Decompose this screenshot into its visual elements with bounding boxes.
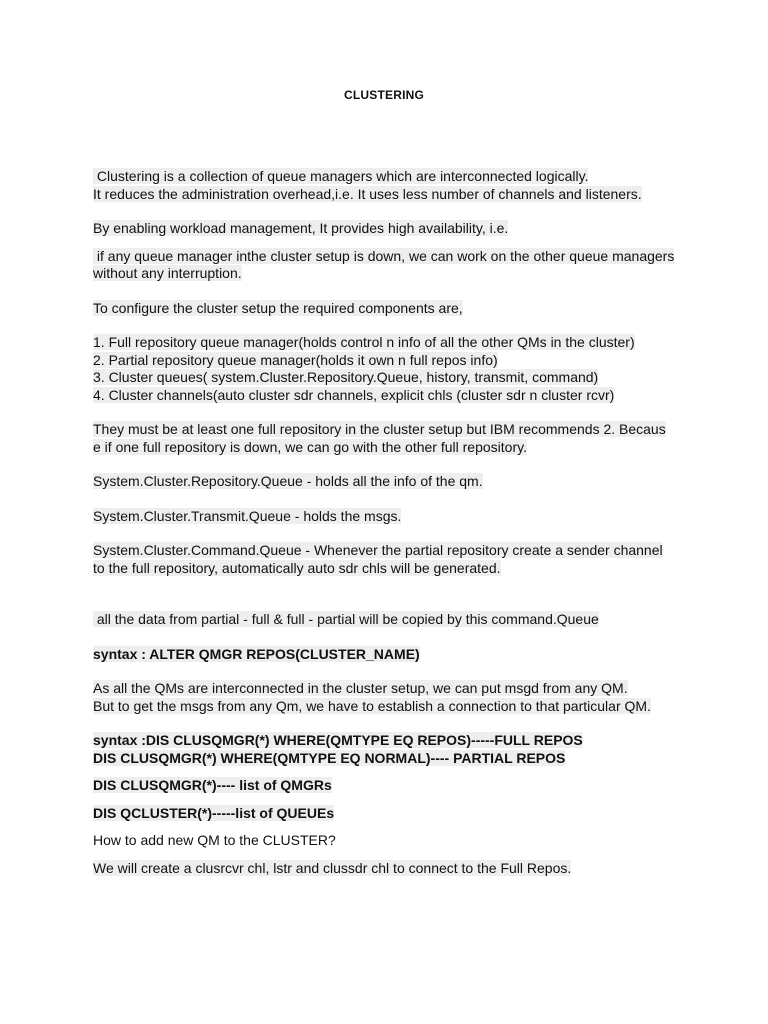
text-line: As all the QMs are interconnected in the cluster setup, we can put msgd from any QM. <box>93 680 628 696</box>
paragraph-command-queue <box>93 542 693 577</box>
text-line: We will create a clusrcvr chl, lstr and clussdr chl to connect to the Full Repos. <box>93 859 572 876</box>
paragraph-transmit-queue <box>93 508 693 526</box>
paragraph-add-qm-answer <box>93 860 693 878</box>
syntax-dis-clusqmgr <box>93 732 693 767</box>
text-line: System.Cluster.Transmit.Queue - holds the msgs. <box>93 507 402 524</box>
document-title: CLUSTERING <box>344 88 424 102</box>
text-line: How to add new QM to the CLUSTER? <box>93 832 336 848</box>
paragraph-data-copy <box>93 611 693 629</box>
text-line: By enabling workload management, It provides high availability, i.e. <box>93 220 509 236</box>
paragraph-full-repository <box>93 421 693 456</box>
text-line: System.Cluster.Command.Queue - Whenever the partial repository create a sender channel <box>93 542 663 558</box>
list-item: 1. Full repository queue manager(holds control n info of all the other QMs in the cluster) <box>93 334 635 350</box>
paragraph-availability <box>93 220 693 283</box>
text-line: It reduces the administration overhead,i.e. It uses less number of channels and listeners. <box>93 185 642 202</box>
text-line: Clustering is a collection of queue managers which are interconnected logically. <box>93 168 589 184</box>
text-line: But to get the msgs from any Qm, we have to establish a connection to that particular QM. <box>93 697 651 714</box>
syntax-list-qmgrs <box>93 777 693 795</box>
question-add-qm <box>93 832 693 850</box>
syntax-list-queues <box>93 805 693 823</box>
text-line: all the data from partial - full & full - partial will be copied by this command.Queue <box>93 611 599 627</box>
paragraph-definition <box>93 168 693 203</box>
paragraph-repository-queue <box>93 473 693 491</box>
text-line: DIS CLUSQMGR(*) WHERE(QMTYPE EQ NORMAL)---- PARTIAL REPOS <box>93 749 566 766</box>
list-item: 4. Cluster channels(auto cluster sdr channels, explicit chls (cluster sdr n cluster rcvr) <box>93 386 615 403</box>
text-line: without any interruption. <box>93 265 242 281</box>
syntax-alter-qmgr <box>93 646 693 664</box>
paragraph-put-get-msgs <box>93 680 693 715</box>
text-line: if any queue manager inthe cluster setup is down, we can work on the other queue managers <box>93 247 675 264</box>
components-list <box>93 334 693 404</box>
text-line: System.Cluster.Repository.Queue - holds all the info of the qm. <box>93 473 483 489</box>
text-line: to the full repository, automatically auto sdr chls will be generated. <box>93 559 501 576</box>
list-item: 3. Cluster queues( system.Cluster.Repository.Queue, history, transmit, command) <box>93 369 599 385</box>
document-body <box>93 168 693 877</box>
text-line: DIS CLUSQMGR(*)---- list of QMGRs <box>93 777 332 793</box>
text-line: DIS QCLUSTER(*)-----list of QUEUEs <box>93 804 335 821</box>
text-line: e if one full repository is down, we can go with the other full repository. <box>93 438 527 455</box>
list-item: 2. Partial repository queue manager(holds it own n full repos info) <box>93 351 498 368</box>
text-line: They must be at least one full repository in the cluster setup but IBM recommends 2. Becaus <box>93 421 666 437</box>
text-line: syntax :DIS CLUSQMGR(*) WHERE(QMTYPE EQ REPOS)-----FULL REPOS <box>93 732 583 748</box>
text-line: syntax : ALTER QMGR REPOS(CLUSTER_NAME) <box>93 645 420 662</box>
paragraph-components-intro <box>93 300 693 318</box>
text-line: To configure the cluster setup the required components are, <box>93 299 463 316</box>
